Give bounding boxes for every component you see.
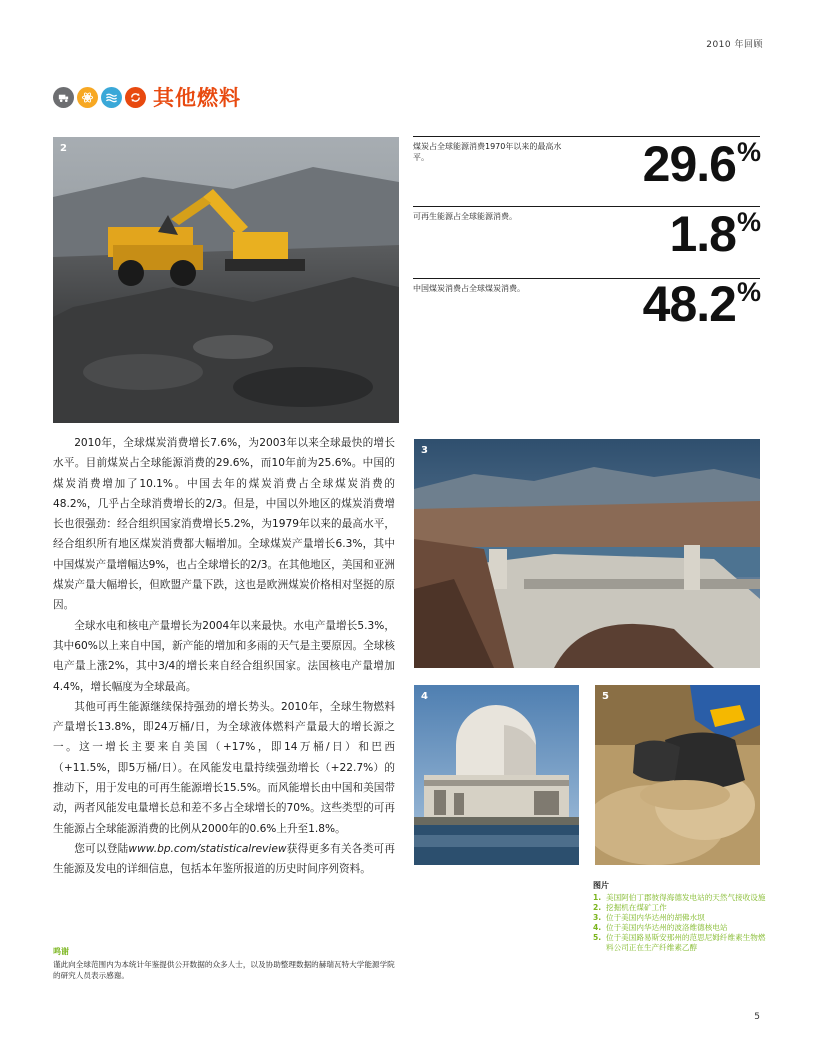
photo-captions: [593, 880, 768, 953]
body-paragraph: 其他可再生能源继续保持强劲的增长势头。2010年，全球生物燃料产量增长13.8%，即24万桶/日，为全球液体燃料产量最大的增长源之一。这一增长主要来自美国（+17%，即14万桶/日）和巴西（+11.5%，即5万桶/日）。在风能发电量持续强劲增长（+22.7%）的推动下，用于发电的可再生能源增长15.5%。而风能增长由中国和美国带动，两者风能发电量增长总和差不多占全球增长的70%。这些类型的可再生能源占全球能源消费的比例从2000年的0.6%上升至1.8%。: [53, 700, 395, 835]
stat-value: 48.2%: [642, 276, 760, 332]
statistical-review-link[interactable]: www.bp.com/statisticalreview: [128, 842, 287, 855]
body-paragraph: 您可以登陆www.bp.com/statisticalreview获得更多有关各类可再生能源及发电的详细信息，包括本年鉴所报道的历史时间序列资料。: [53, 842, 395, 876]
caption-item: 4. 位于美国内华达州的波洛维德核电站: [593, 923, 728, 932]
stat-description: 中国煤炭消费占全球煤炭消费。: [413, 284, 525, 293]
nuclear-icon: [77, 87, 98, 108]
photo-hoover-dam: [414, 439, 760, 668]
acknowledgement: [53, 946, 398, 981]
header-year-label: 2010 年回顾: [706, 40, 763, 50]
photo-biofuel-cellulose: [595, 685, 760, 865]
stat-value: 1.8%: [669, 206, 760, 262]
page-number: 5: [754, 1012, 760, 1022]
stat-block-china-coal-share: [413, 278, 760, 338]
photo-number: 2: [60, 143, 67, 154]
acknowledgement-text: 谨此向全球范围内为本统计年鉴提供公开数据的众多人士，以及协助整理数据的赫瑞瓦特大学能源学院的研究人员表示感谢。: [53, 960, 395, 980]
stat-block-coal-share: [413, 136, 760, 206]
caption-item: 5. 位于美国路易斯安那州的范思尼姆纤维素生物燃料公司正在生产纤维素乙醇: [593, 933, 766, 952]
coal-truck-icon: [53, 87, 74, 108]
body-paragraph: 2010年，全球煤炭消费增长7.6%，为2003年以来全球最快的增长水平。目前煤炭占全球能源消费的29.6%，而10年前为25.6%。中国的煤炭消费增加了10.1%。中国去年的煤炭消费占全球煤炭消费的48.2%，几乎占全球消费增长的2/3。但是，中国以外地区的煤炭消费增长也很强劲：经合组织国家消费增长5.2%，为1979年以来的最高水平，经合组织所有地区煤炭消费都大幅增加。全球煤炭产量增长6.3%，其中中国煤炭产量增幅达9%，也占全球增长的2/3。在其他地区，美国和亚洲煤炭产量大幅增长，但欧盟产量下跌，这也是欧洲煤炭价格相对坚挺的原因。: [53, 437, 395, 612]
photo-number: 4: [421, 691, 428, 702]
stat-block-renewables-share: [413, 206, 760, 276]
stat-description: 煤炭占全球能源消费1970年以来的最高水平。: [413, 142, 562, 162]
body-text: [53, 433, 395, 880]
caption-item: 1. 美国阿伯丁郡彼得海德发电站的天然气接收设施: [593, 893, 766, 902]
caption-item: 2. 挖掘机在煤矿工作: [593, 903, 667, 912]
section-title: 其他燃料: [153, 86, 241, 110]
section-header: [53, 82, 241, 112]
acknowledgement-title: 鸣谢: [53, 947, 69, 956]
water-wave-icon: [101, 87, 122, 108]
photo-nuclear-plant: [414, 685, 579, 865]
photo-excavator-coal-mine: [53, 137, 399, 423]
caption-item: 3. 位于美国内华达州的胡佛水坝: [593, 913, 705, 922]
renewable-cycle-icon: [125, 87, 146, 108]
stat-value: 29.6%: [642, 136, 760, 192]
stat-description: 可再生能源占全球能源消费。: [413, 212, 517, 221]
photo-number: 5: [602, 691, 609, 702]
captions-title: 图片: [593, 881, 609, 890]
body-paragraph: 全球水电和核电产量增长为2004年以来最快。水电产量增长5.3%，其中60%以上来自中国，新产能的增加和多雨的天气是主要原因。全球核电产量上涨2%，其中3/4的增长来自经合组织国家。法国核电产量增加4.4%，增长幅度为全球最高。: [53, 619, 395, 693]
photo-number: 3: [421, 445, 428, 456]
